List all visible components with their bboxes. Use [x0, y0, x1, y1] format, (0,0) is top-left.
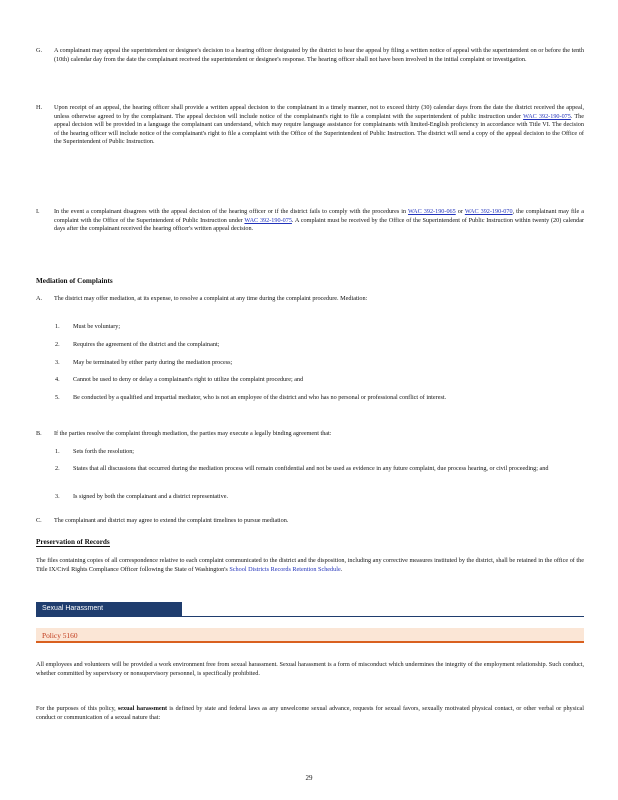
item-text: States that all discussions that occurred during the mediation process will remain confidential and not be used as evidence in any future complaint, due process hearing, or civil proceeding; and [73, 465, 549, 472]
numbered-item [36, 448, 584, 457]
paragraph-mediation-c [36, 517, 584, 526]
item-number: 5. [55, 394, 60, 401]
retention-schedule-link[interactable]: School Districts Records Retention Schedule [229, 565, 341, 573]
numbered-item [36, 394, 584, 403]
heading-text: Mediation of Complaints [36, 277, 113, 285]
paragraph-harassment-2 [36, 705, 584, 722]
item-number: 1. [55, 448, 60, 455]
item-label: G. [36, 47, 43, 54]
item-text: Must be voluntary; [73, 323, 121, 330]
paragraph-text: All employees and volunteers will be provided a work environment free from sexual harassment. Sexual harassment is a form of misconduct which undermines the integrity of the employment relationship. Such conduct, whether committed by supervisory or nonsupervisory personnel, is specifically prohibited. [36, 661, 584, 677]
page-number: 29 [305, 774, 313, 782]
item-number: 3. [55, 359, 60, 366]
numbered-item [36, 465, 584, 474]
wac-link[interactable]: WAC 392-190-070 [464, 208, 513, 215]
defined-term: sexual harassment [117, 705, 168, 712]
item-text [54, 208, 584, 234]
text-segment: The files containing copies of all correspondence relative to each complaint communicated to the district and the disposition, including any corrective measures instituted by the district, shall be retained in the office of the Title IX/Civil Rights Compliance Officer following the State of Washington's [36, 557, 584, 573]
item-label: A. [36, 295, 43, 302]
policy-title: Policy 5160 [42, 631, 78, 640]
numbered-item [36, 376, 584, 385]
item-number: 2. [55, 341, 60, 348]
banner-divider [36, 616, 584, 617]
item-text: Be conducted by a qualified and impartial mediator, who is not an employee of the district and who has no personal or professional conflict of interest. [73, 394, 447, 401]
heading-text: Preservation of Records [36, 538, 110, 546]
wac-link[interactable]: WAC 392-190-075 [244, 216, 292, 224]
banner-title: Sexual Harassment [42, 605, 104, 612]
paragraph-text [36, 557, 584, 574]
item-number: 2. [55, 465, 60, 472]
item-label: I. [36, 208, 40, 215]
item-text: May be terminated by either party during the mediation process; [73, 359, 233, 366]
text-segment: . A complaint must be received by the Office of the Superintendent of Public Instruction within twenty (20) calendar days after the complainant received the hearing officer's written appeal decision. [54, 216, 585, 233]
text-segment: . The appeal decision will be provided in a language the complainant can understand, which may require language assistance for complainants with limited-English proficiency in accordance with Title VI. The decision of the hearing officer will include notice of the complainant's right to file a complaint with the Office of the Superintendent of Public Instruction. The district will send a copy of the appeal decision to the Office of the Superintendent of Public Instruction. [54, 112, 584, 146]
item-text: Cannot be used to deny or delay a complainant's right to utilize the complaint procedure; and [73, 376, 304, 383]
item-text: If the parties resolve the complaint through mediation, the parties may execute a legally binding agreement that: [54, 430, 332, 437]
text-segment: or [455, 208, 465, 215]
numbered-item [36, 341, 584, 350]
text-segment: Upon receipt of an appeal, the hearing officer shall provide a written appeal decision to the complainant in a timely manner, not to exceed thirty (30) calendar days from the date the district received the appeal, unless otherwise agreed to by the complainant. The appeal decision will include notice of the complainant's right to file a complaint with the superintendent of public instruction under [54, 104, 584, 120]
item-text: Sets forth the resolution; [73, 448, 135, 455]
numbered-item [36, 323, 584, 332]
item-text: Requires the agreement of the district and the complainant; [73, 341, 220, 348]
section-heading-preservation [36, 538, 110, 546]
item-label: B. [36, 430, 42, 437]
section-heading-mediation [36, 277, 113, 285]
item-number: 4. [55, 376, 60, 383]
paragraph-text [36, 705, 584, 722]
item-number: 3. [55, 493, 60, 500]
text-segment: In the event a complainant disagrees with the appeal decision of the hearing officer or if the district fails to comply with the procedures in [54, 208, 408, 215]
item-text: The complainant and district may agree to extend the complaint timelines to pursue mediation. [54, 517, 289, 524]
text-segment: For the purposes of this policy, [36, 705, 118, 712]
paragraph-mediation-b [36, 430, 584, 439]
paragraph-harassment-1 [36, 661, 584, 678]
item-number: 1. [55, 323, 60, 330]
item-text: A complainant may appeal the superintendent or designee's decision to a hearing officer designated by the district to hear the appeal by filing a written notice of appeal with the superintendent on or before the tenth (10th) calendar day from the date the complainant received the superintendent or designee's response. The hearing officer shall not have been involved in the initial complaint or investigation. [54, 47, 584, 63]
text-segment: , the complainant may file a complaint with the Office of the Superintendent of Public Instruction under [54, 208, 584, 224]
numbered-item [36, 359, 584, 368]
paragraph-h [36, 104, 584, 147]
policy-bar [36, 628, 584, 643]
item-text: The district may offer mediation, at its expense, to resolve a complaint at any time during the complaint procedure. Mediation: [54, 295, 368, 302]
wac-link[interactable]: WAC 392-190-065 [408, 208, 456, 215]
paragraph-mediation-a [36, 295, 584, 304]
item-text: Is signed by both the complainant and a district representative. [73, 493, 228, 500]
paragraph-preservation [36, 557, 584, 574]
paragraph-i [36, 208, 584, 234]
item-label: C. [36, 517, 42, 524]
text-segment: . [340, 565, 343, 573]
text-segment: is defined by state and federal laws as any unwelcome sexual advance, requests for sexual favors, sexually motivated physical contact, or other verbal or physical conduct or communication of a sexual nature that: [36, 705, 584, 721]
section-banner [36, 602, 182, 616]
paragraph-g [36, 47, 584, 64]
numbered-item [36, 493, 584, 502]
item-text [54, 104, 584, 147]
wac-link[interactable]: WAC 392-190-075 [523, 112, 571, 120]
item-label: H. [36, 104, 43, 111]
